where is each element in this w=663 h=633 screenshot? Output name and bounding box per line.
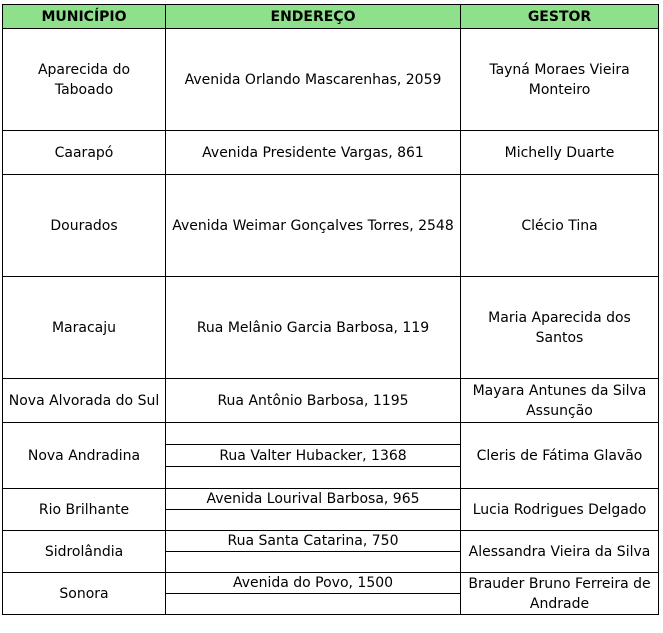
endereco-cell: Rua Valter Hubacker, 1368 <box>166 445 461 467</box>
municipio-cell: Nova Andradina <box>3 423 166 489</box>
gestor-cell: Clécio Tina <box>461 175 659 277</box>
endereco-cell: Avenida Lourival Barbosa, 965 <box>166 489 461 510</box>
endereco-empty-cell <box>166 510 461 531</box>
gestor-cell: Brauder Bruno Ferreira de Andrade <box>461 573 659 615</box>
header-row <box>3 5 659 29</box>
endereco-cell: Avenida Weimar Gonçalves Torres, 2548 <box>166 175 461 277</box>
municipio-cell: Sidrolândia <box>3 531 166 573</box>
municipio-cell: Caarapó <box>3 131 166 175</box>
endereco-cell: Avenida Orlando Mascarenhas, 2059 <box>166 29 461 131</box>
endereco-cell: Rua Santa Catarina, 750 <box>166 531 461 552</box>
endereco-cell: Rua Antônio Barbosa, 1195 <box>166 379 461 423</box>
endereco-cell: Avenida do Povo, 1500 <box>166 573 461 594</box>
gestor-cell: Lucia Rodrigues Delgado <box>461 489 659 531</box>
table-row <box>3 423 659 445</box>
municipio-cell: Rio Brilhante <box>3 489 166 531</box>
gestor-cell: Michelly Duarte <box>461 131 659 175</box>
table-row <box>3 277 659 379</box>
table-row <box>3 131 659 175</box>
endereco-cell: Avenida Presidente Vargas, 861 <box>166 131 461 175</box>
endereco-empty-cell <box>166 423 461 445</box>
gestor-cell: Alessandra Vieira da Silva <box>461 531 659 573</box>
municipio-cell: Dourados <box>3 175 166 277</box>
municipios-table <box>2 4 659 615</box>
header-endereco: ENDEREÇO <box>166 5 461 29</box>
endereco-cell: Rua Melânio Garcia Barbosa, 119 <box>166 277 461 379</box>
table-row <box>3 531 659 552</box>
table-row <box>3 379 659 423</box>
municipio-cell: Aparecida do Taboado <box>3 29 166 131</box>
table-row <box>3 573 659 594</box>
municipio-cell: Nova Alvorada do Sul <box>3 379 166 423</box>
gestor-cell: Maria Aparecida dos Santos <box>461 277 659 379</box>
table-row <box>3 175 659 277</box>
municipio-cell: Sonora <box>3 573 166 615</box>
endereco-empty-cell <box>166 594 461 615</box>
municipio-cell: Maracaju <box>3 277 166 379</box>
gestor-cell: Cleris de Fátima Glavão <box>461 423 659 489</box>
endereco-empty-cell <box>166 552 461 573</box>
table-row <box>3 489 659 510</box>
header-municipio: MUNICÍPIO <box>3 5 166 29</box>
endereco-empty-cell <box>166 467 461 489</box>
gestor-cell: Mayara Antunes da Silva Assunção <box>461 379 659 423</box>
gestor-cell: Tayná Moraes Vieira Monteiro <box>461 29 659 131</box>
table-row <box>3 29 659 131</box>
header-gestor: GESTOR <box>461 5 659 29</box>
